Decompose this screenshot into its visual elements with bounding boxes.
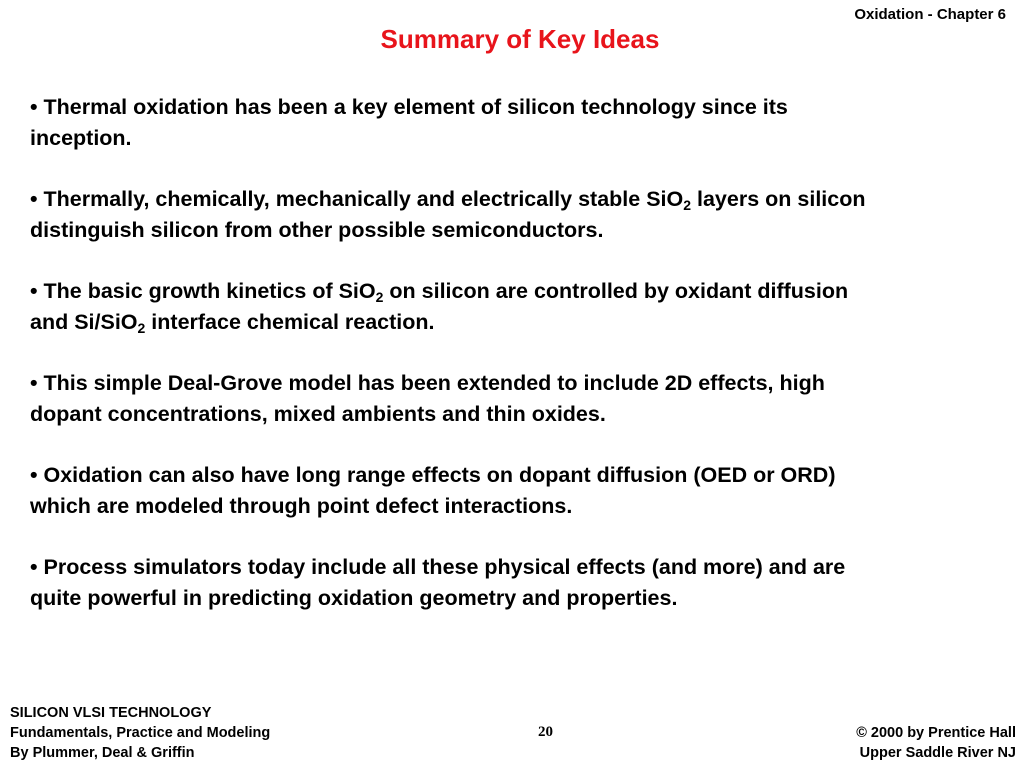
chapter-label: Oxidation - Chapter 6	[854, 6, 1006, 23]
footer-book-title: SILICON VLSI TECHNOLOGY	[10, 705, 212, 721]
bullet-line	[30, 583, 1020, 614]
bullet-line	[30, 184, 1020, 215]
bullet-line	[30, 399, 1020, 430]
subscript: 2	[375, 289, 384, 305]
bullet-line	[30, 215, 1020, 246]
bullet-line	[30, 491, 1020, 522]
footer-book-subtitle: Fundamentals, Practice and Modeling	[10, 725, 271, 741]
bullet-text: distinguish silicon from other possible semiconductors.	[30, 218, 604, 242]
bullet-item	[30, 552, 1020, 614]
bullet-text: • This simple Deal-Grove model has been extended to include 2D effects, high	[30, 371, 825, 395]
footer-book-info	[10, 703, 270, 763]
bullet-line	[30, 552, 1020, 583]
bullet-text: which are modeled through point defect interactions.	[30, 494, 573, 518]
bullet-text: • Thermally, chemically, mechanically and electrically stable SiO	[30, 187, 684, 211]
bullet-item	[30, 276, 1020, 338]
bullet-line	[30, 92, 1020, 123]
footer-copyright: © 2000 by Prentice Hall	[856, 725, 1016, 741]
footer-publisher-location: Upper Saddle River NJ	[859, 745, 1016, 761]
bullet-line	[30, 123, 1020, 154]
bullet-text: layers on silicon	[691, 187, 866, 211]
bullet-item	[30, 460, 1020, 522]
footer-book-authors: By Plummer, Deal & Griffin	[10, 745, 195, 761]
bullet-text: dopant concentrations, mixed ambients and thin oxides.	[30, 402, 606, 426]
subscript: 2	[137, 320, 146, 336]
subscript: 2	[683, 197, 692, 213]
bullet-item	[30, 92, 1020, 154]
bullet-text: quite powerful in predicting oxidation geometry and properties.	[30, 586, 678, 610]
bullet-line	[30, 276, 1020, 307]
bullet-line	[30, 368, 1020, 399]
bullet-list	[30, 92, 1020, 644]
bullet-text: and Si/SiO	[30, 310, 138, 334]
footer-publisher-info	[856, 723, 1016, 763]
bullet-item	[30, 184, 1020, 246]
slide-title: Summary of Key Ideas	[380, 24, 660, 54]
bullet-text: • The basic growth kinetics of SiO	[30, 279, 376, 303]
bullet-text: on silicon are controlled by oxidant diffusion	[383, 279, 849, 303]
bullet-line	[30, 307, 1020, 338]
bullet-text: • Oxidation can also have long range effects on dopant diffusion (OED or ORD)	[30, 463, 836, 487]
bullet-line	[30, 460, 1020, 491]
bullet-text: • Thermal oxidation has been a key element of silicon technology since its	[30, 95, 788, 119]
bullet-text: inception.	[30, 126, 132, 150]
bullet-text: interface chemical reaction.	[145, 310, 435, 334]
bullet-item	[30, 368, 1020, 430]
page-number: 20	[538, 724, 553, 740]
bullet-text: • Process simulators today include all these physical effects (and more) and are	[30, 555, 846, 579]
